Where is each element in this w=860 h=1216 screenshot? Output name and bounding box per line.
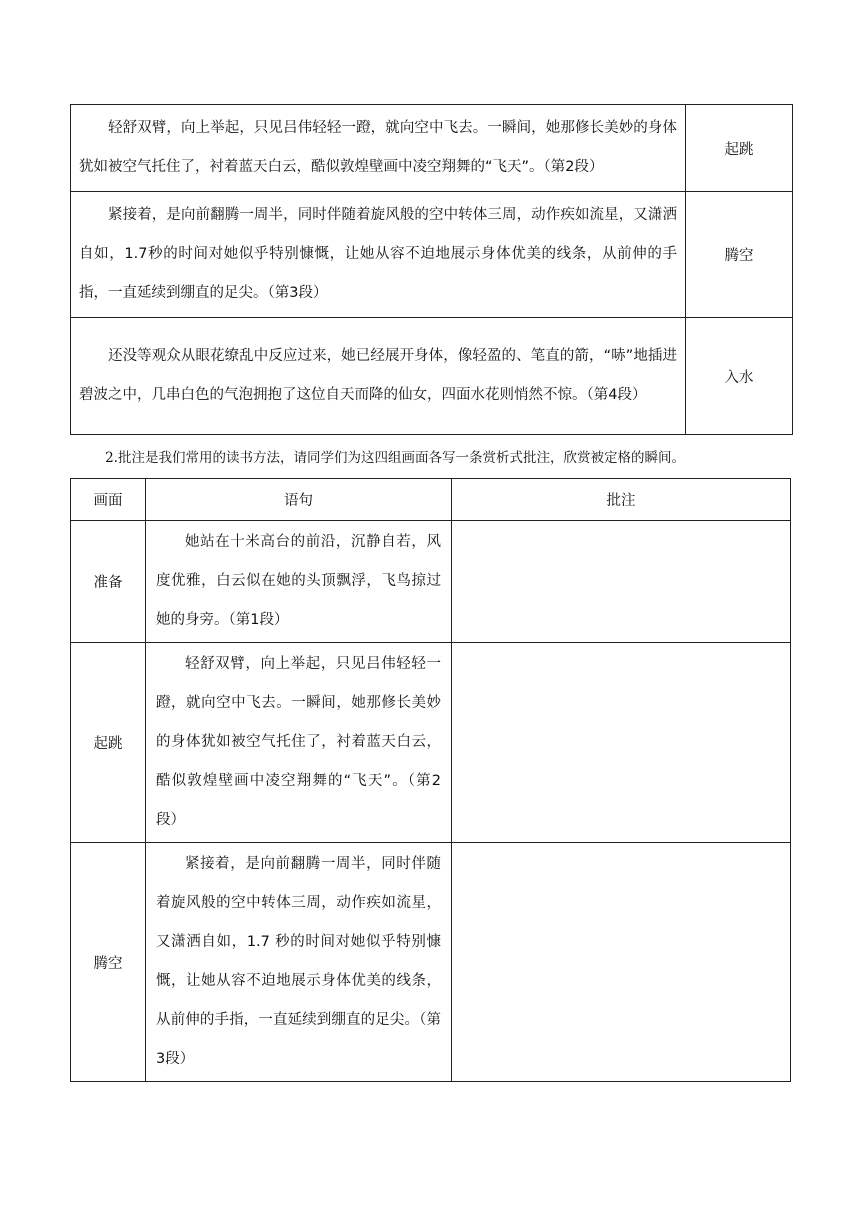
passage-text: 紧接着，是向前翻腾一周半，同时伴随着旋风般的空中转体三周，动作疾如流星，又潇洒自如，1.7秒的时间对她似乎特别慷慨，让她从容不迫地展示身体优美的线条，从前伸的手指，一直延续到绷直的足尖。（第3段） [79, 207, 677, 301]
table-row [71, 105, 793, 192]
table-row [71, 521, 791, 643]
stage-label: 腾空 [686, 192, 793, 318]
passage-table [70, 104, 793, 435]
table-row [71, 843, 791, 1082]
header-scene: 画面 [71, 479, 146, 521]
sentence-text: 紧接着，是向前翻腾一周半，同时伴随着旋风般的空中转体三周，动作疾如流星，又潇洒自如，1.7 秒的时间对她似乎特别慷慨，让她从容不迫地展示身体优美的线条，从前伸的手指，一直延续到绷直的足尖。（第3段） [156, 856, 441, 1067]
sentence-cell [146, 521, 452, 643]
sentence-text: 轻舒双臂，向上举起，只见吕伟轻轻一蹬，就向空中飞去。一瞬间，她那修长美妙的身体犹如被空气托住了，衬着蓝天白云，酷似敦煌壁画中凌空翔舞的“飞天”。（第2段） [156, 656, 441, 828]
question-text: 2.批注是我们常用的读书方法，请同学们为这四组画面各写一条赏析式批注，欣赏被定格的瞬间。 [105, 450, 685, 466]
passage-text-cell [71, 318, 686, 435]
annotation-cell[interactable] [452, 843, 791, 1082]
sentence-cell [146, 643, 452, 843]
scene-cell: 准备 [71, 521, 146, 643]
annotation-cell[interactable] [452, 643, 791, 843]
scene-cell: 腾空 [71, 843, 146, 1082]
passage-text-cell [71, 105, 686, 192]
annotation-cell[interactable] [452, 521, 791, 643]
sentence-text: 她站在十米高台的前沿，沉静自若，风度优雅，白云似在她的头顶飘浮，飞鸟掠过她的身旁。（第1段） [156, 534, 441, 628]
stage-label: 起跳 [686, 105, 793, 192]
passage-text-cell [71, 192, 686, 318]
table-header-row [71, 479, 791, 521]
table-row [71, 192, 793, 318]
passage-text: 还没等观众从眼花缭乱中反应过来，她已经展开身体，像轻盈的、笔直的箭，“哧”地插进碧波之中，几串白色的气泡拥抱了这位自天而降的仙女，四面水花则悄然不惊。（第4段） [79, 348, 677, 403]
stage-label: 入水 [686, 318, 793, 435]
header-annotation: 批注 [452, 479, 791, 521]
passage-text: 轻舒双臂，向上举起，只见吕伟轻轻一蹬，就向空中飞去。一瞬间，她那修长美妙的身体犹如被空气托住了，衬着蓝天白云，酷似敦煌壁画中凌空翔舞的“飞天”。（第2段） [79, 120, 677, 175]
annotation-table [70, 478, 791, 1082]
sentence-cell [146, 843, 452, 1082]
table-row [71, 318, 793, 435]
header-sentence: 语句 [146, 479, 452, 521]
scene-cell: 起跳 [71, 643, 146, 843]
table-row [71, 643, 791, 843]
